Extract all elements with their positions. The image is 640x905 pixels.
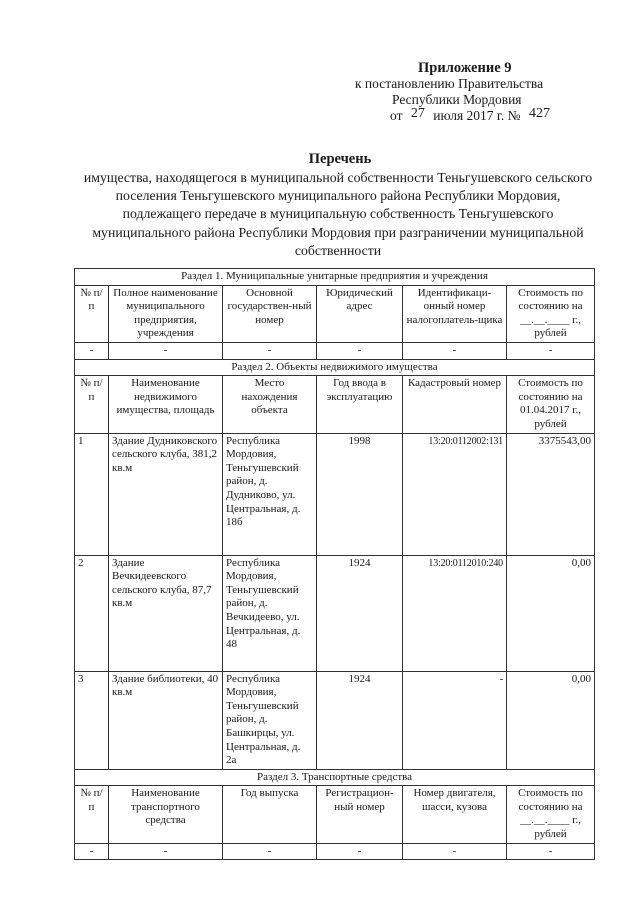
- table-cell: 1924: [317, 555, 403, 671]
- table-cell: 3: [75, 671, 109, 769]
- header-cell: № п/п: [75, 376, 109, 433]
- table-cell: -: [403, 843, 507, 860]
- header-cell: Наименование транспортного средства: [109, 786, 223, 843]
- table-cell: Республика Мордовия, Теньгушевский район, д. Башкирцы, ул. Центральная, д. 2а: [223, 671, 317, 769]
- section3-header-row: [75, 786, 595, 843]
- table-row: [75, 555, 595, 671]
- table-cell: Республика Мордовия, Теньгушевский район, д. Вечкидеево, ул. Центральная, д. 48: [223, 555, 317, 671]
- table-cell: -: [403, 671, 507, 769]
- table-cell: -: [507, 342, 595, 359]
- resolution-number: 427: [528, 106, 550, 121]
- table-row: [75, 843, 595, 860]
- table-cell: 0,00: [507, 555, 595, 671]
- table-cell: 13:20:0112002:131: [403, 433, 507, 555]
- appendix-date-line: [390, 108, 610, 124]
- header-cell: Стоимость по состоянию на 01.04.2017 г., рублей: [507, 376, 595, 433]
- section2-title-row: [75, 359, 595, 376]
- header-cell: Год выпуска: [223, 786, 317, 843]
- section2-title: Раздел 2. Объекты недвижимого имущества: [75, 359, 595, 376]
- table-cell: Здание Дудниковского сельского клуба, 381,2 кв.м: [109, 433, 223, 555]
- table-cell: 3375543,00: [507, 433, 595, 555]
- section3-title: Раздел 3. Транспортные средства: [75, 769, 595, 786]
- header-cell: № п/п: [75, 786, 109, 843]
- appendix-number: Приложение 9: [418, 60, 512, 76]
- header-cell: Юридический адрес: [317, 285, 403, 342]
- section1-header-row: [75, 285, 595, 342]
- header-cell: Регистрацион-ный номер: [317, 786, 403, 843]
- table-cell: -: [109, 342, 223, 359]
- header-cell: Год ввода в эксплуатацию: [317, 376, 403, 433]
- table-cell: 2: [75, 555, 109, 671]
- header-cell: Стоимость по состоянию на __.__.____ г., рублей: [507, 786, 595, 843]
- header-cell: Наименование недвижимого имущества, площадь: [109, 376, 223, 433]
- document-title: Перечень: [308, 151, 372, 167]
- section1-title: Раздел 1. Муниципальные унитарные предприятия и учреждения: [75, 269, 595, 286]
- date-month-year: июля 2017 г. №: [433, 108, 521, 123]
- header-cell: Основной государствен-ный номер: [223, 285, 317, 342]
- property-table: [74, 268, 595, 860]
- header-cell: Полное наименование муниципального предприятия, учреждения: [109, 285, 223, 342]
- table-cell: -: [317, 843, 403, 860]
- table-cell: -: [223, 843, 317, 860]
- date-day: 27: [410, 106, 425, 121]
- table-cell: -: [507, 843, 595, 860]
- appendix-resolution: к постановлению Правительства: [355, 76, 544, 91]
- header-cell: Номер двигателя, шасси, кузова: [403, 786, 507, 843]
- header-cell: Кадастровый номер: [403, 376, 507, 433]
- table-cell: -: [75, 342, 109, 359]
- header-cell: Стоимость по состоянию на __.__.____ г., рублей: [507, 285, 595, 342]
- table-cell: 0,00: [507, 671, 595, 769]
- table-cell: 1924: [317, 671, 403, 769]
- table-row: [75, 433, 595, 555]
- section2-header-row: [75, 376, 595, 433]
- table-cell: -: [223, 342, 317, 359]
- table-cell: -: [75, 843, 109, 860]
- table-cell: 1: [75, 433, 109, 555]
- section3-title-row: [75, 769, 595, 786]
- table-cell: -: [403, 342, 507, 359]
- table-cell: Здание библиотеки, 40 кв.м: [109, 671, 223, 769]
- table-cell: 1998: [317, 433, 403, 555]
- header-cell: № п/п: [75, 285, 109, 342]
- table-row: [75, 671, 595, 769]
- table-cell: 13:20:0112010:240: [403, 555, 507, 671]
- table-cell: Республика Мордовия, Теньгушевский район, д. Дудниково, ул. Центральная, д. 18б: [223, 433, 317, 555]
- document-subtitle: имущества, находящегося в муниципальной собственности Теньгушевского сельского поселения Теньгушевского муниципального района Республики Мордовия, подлежащего передаче в муниципальную собственность Теньгушевского муниципального района Республики Мордовия при разграничении муниципальной собственности: [83, 170, 593, 258]
- appendix-republic: Республики Мордовия: [392, 92, 522, 107]
- section1-title-row: [75, 269, 595, 286]
- appendix-block: [340, 60, 610, 124]
- table-cell: -: [317, 342, 403, 359]
- table-cell: -: [109, 843, 223, 860]
- table-cell: Здание Вечкидеевского сельского клуба, 87,7 кв.м: [109, 555, 223, 671]
- date-prefix: от: [390, 108, 403, 123]
- header-cell: Место нахождения объекта: [223, 376, 317, 433]
- header-cell: Идентификаци-онный номер налогоплатель-щика: [403, 285, 507, 342]
- table-row: [75, 342, 595, 359]
